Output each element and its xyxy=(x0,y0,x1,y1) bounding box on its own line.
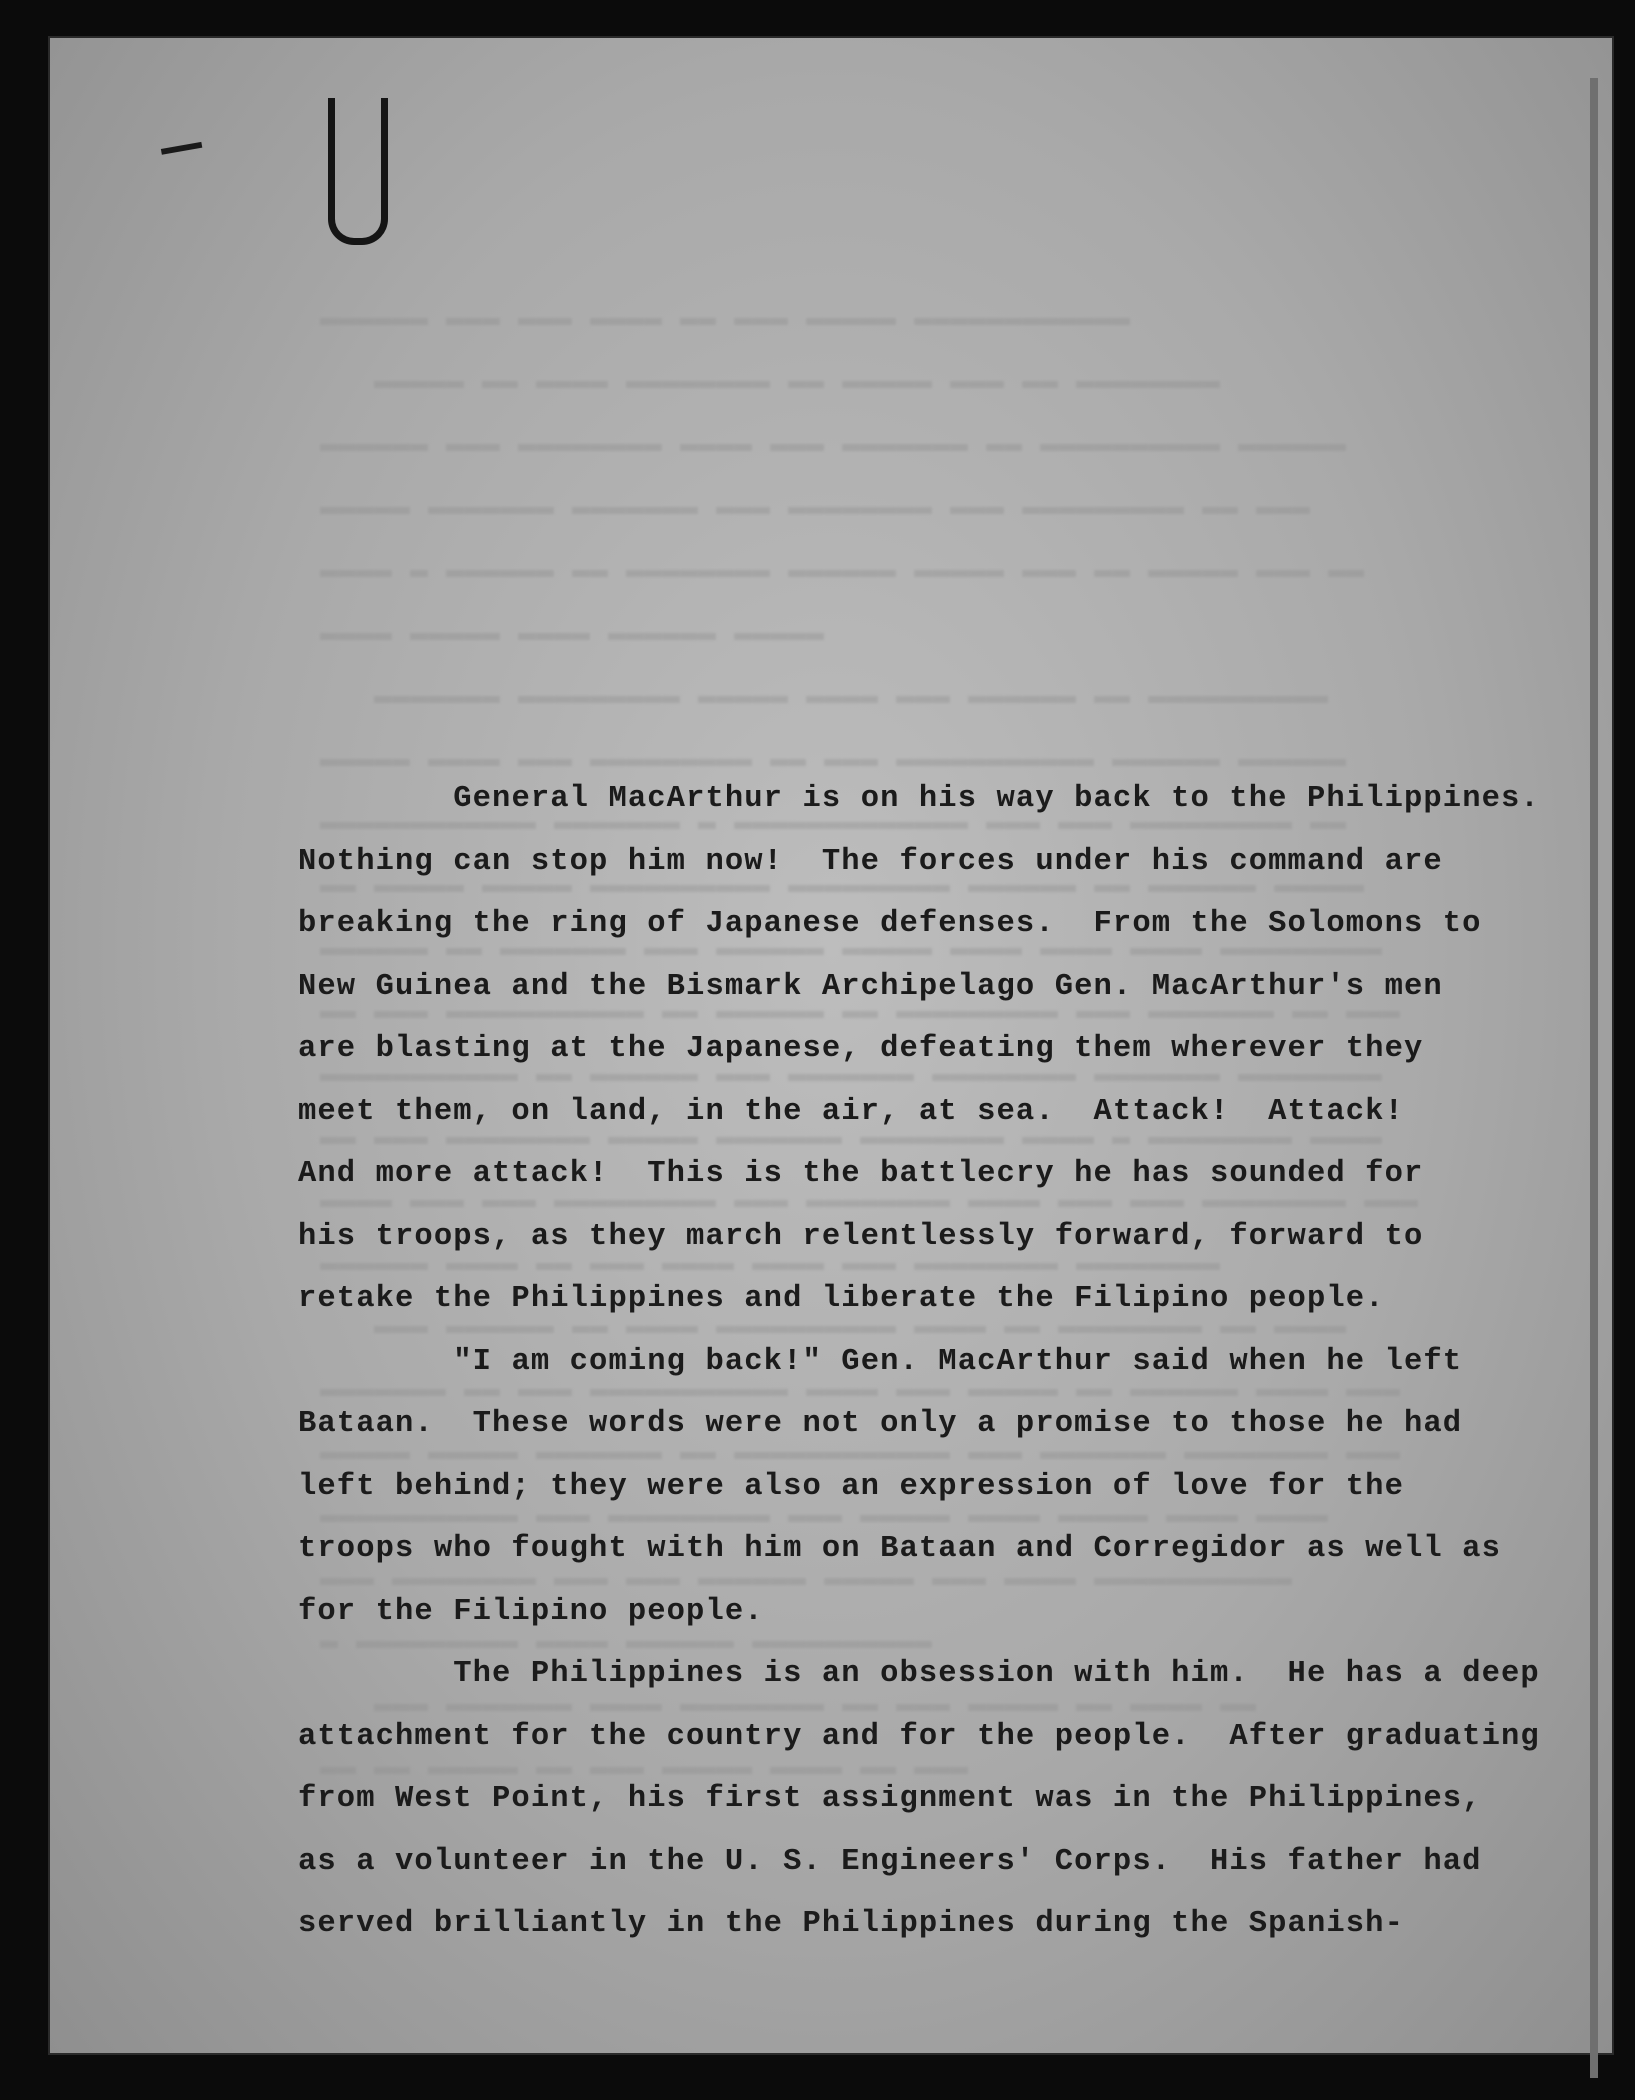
paper-clip-mark xyxy=(328,98,388,245)
pen-dash-mark: — xyxy=(153,114,209,176)
paragraph-2: "I am coming back!" Gen. MacArthur said when he left Bataan. These words were not only a promise to those he had left behind; they were also an expression of love for the troops who fought with him on Bataan and Corregidor as well as for the Filipino people. xyxy=(298,1344,1501,1629)
paragraph-1: General MacArthur is on his way back to the Philippines. Nothing can stop him now! The forces under his command are breaking the ring of Japanese defenses. From the Solomons to New Guinea and the Bismark Archipelago Gen. MacArthur's men are blasting at the Japanese, defeating them wherever they meet them, on land, in the air, at sea. Attack! Attack! And more attack! This is the battlecry he has sounded for his troops, as they march relentlessly forward, forward to retake the Philippines and liberate the Filipino people. xyxy=(298,782,1540,1316)
document-page xyxy=(50,38,1612,2053)
bleed-through-text: ▬▬▬▬▬▬ ▬▬▬ ▬▬▬ ▬▬▬▬ ▬▬ ▬▬▬ ▬▬▬▬▬ ▬▬▬▬▬▬▬▬▬▬▬▬ ▬▬▬▬▬ ▬▬ ▬▬▬▬ ▬▬▬▬▬▬▬▬ ▬▬ ▬▬▬▬▬ ▬▬▬ ▬▬ ▬▬▬▬▬▬▬▬ ▬▬▬▬▬▬ ▬▬▬ ▬▬▬▬▬▬▬▬ ▬▬▬▬ ▬▬▬ ▬▬▬▬▬▬▬ ▬▬ ▬▬▬▬▬▬▬▬▬▬ ▬▬▬▬▬▬ ▬▬▬▬▬ ▬▬▬▬▬▬▬ ▬▬▬▬▬▬▬ ▬▬▬ ▬▬▬▬▬▬▬▬ ▬▬▬ ▬▬▬▬▬▬▬▬▬ ▬▬ ▬▬▬ ▬▬▬▬ ▬ ▬▬▬▬▬▬ ▬▬ ▬▬▬▬▬▬▬▬ ▬▬▬▬▬▬ ▬▬▬▬▬ ▬▬▬ ▬▬ ▬▬▬▬▬ ▬▬▬ ▬▬ ▬▬▬▬ ▬▬▬▬▬ ▬▬▬▬ ▬▬▬▬▬▬ ▬▬▬▬▬ ▬▬▬▬▬▬▬ ▬▬▬▬▬▬▬▬▬ ▬▬▬▬▬ ▬▬▬▬ ▬▬▬ ▬▬▬▬▬▬ ▬▬ ▬▬▬▬▬▬▬▬▬▬ ▬▬▬▬▬ ▬▬▬▬ ▬▬▬ ▬▬▬▬▬▬▬▬▬ ▬▬ ▬▬▬ ▬▬▬▬▬▬▬▬▬▬▬ ▬▬▬▬▬▬ ▬▬▬▬▬▬ ▬▬▬▬▬▬▬▬▬▬▬▬ ▬▬▬▬▬▬▬ ▬ ▬▬▬▬▬▬▬▬▬▬▬▬▬ ▬▬▬ ▬▬▬ ▬▬▬▬▬▬▬▬▬ ▬▬ ▬▬ ▬▬▬▬▬ ▬▬▬▬▬ ▬▬▬▬▬▬▬▬▬▬ ▬▬▬▬▬▬▬▬▬ ▬▬▬▬▬▬ ▬▬ ▬▬▬▬▬▬ ▬▬▬▬▬ ▬▬▬▬▬▬ ▬▬ ▬▬▬▬▬▬▬ ▬▬▬ ▬▬▬▬▬▬ ▬▬▬▬▬ ▬▬▬▬ ▬▬▬▬ ▬▬▬▬ ▬▬▬▬▬▬▬▬▬ ▬▬ ▬▬▬ ▬▬▬▬▬▬▬▬▬▬▬ ▬▬ ▬▬▬▬▬▬ ▬▬ ▬▬▬▬▬▬▬▬▬ ▬▬▬ ▬▬▬▬▬▬▬ ▬▬ ▬▬▬ ▬▬▬▬▬▬▬▬▬▬▬ ▬▬ ▬▬▬▬▬▬ ▬▬▬ ▬▬▬▬▬▬▬ ▬▬▬▬▬▬▬▬ ▬▬▬▬▬▬▬ ▬▬▬▬▬▬▬▬ ▬▬ ▬▬▬ ▬▬▬▬▬▬▬▬ ▬▬▬▬▬ ▬▬▬▬▬▬▬ ▬▬▬▬▬▬▬▬ ▬▬▬▬ ▬ ▬▬▬▬▬▬▬▬ ▬▬▬▬ ▬▬▬▬ ▬▬▬ ▬▬▬ ▬▬▬▬▬▬▬▬▬ ▬▬▬ ▬▬▬▬▬▬▬▬ ▬▬▬▬ ▬▬▬ ▬▬▬ ▬▬▬▬▬▬▬▬ ▬▬▬ ▬▬▬▬▬▬ ▬▬▬▬ ▬▬ ▬▬▬ ▬▬▬▬ ▬▬▬▬ ▬▬▬ ▬▬▬▬▬▬▬▬ ▬▬▬▬▬▬▬▬ ▬▬▬ ▬▬▬▬▬▬ ▬▬ ▬▬▬▬ ▬▬▬▬▬▬▬▬▬▬ ▬▬▬▬ ▬▬ ▬▬▬▬▬▬▬▬ ▬▬ ▬▬▬▬ ▬▬▬▬▬▬▬ ▬▬ ▬▬▬ ▬▬▬▬▬▬▬▬▬▬▬ ▬▬▬▬ ▬▬▬ ▬▬▬▬▬ ▬▬ ▬▬▬▬▬▬ ▬▬▬▬ ▬▬▬ ▬▬▬▬▬ ▬▬▬▬▬ ▬▬▬▬▬▬▬ ▬▬ ▬▬▬▬▬▬▬▬▬▬▬▬ ▬▬▬ ▬▬▬▬▬▬▬ ▬▬▬▬▬▬▬▬ ▬▬▬ ▬▬▬▬▬▬▬▬▬▬▬ ▬▬▬ ▬▬▬▬▬▬▬▬▬ ▬▬▬ ▬▬▬▬▬ ▬▬▬▬ ▬▬▬▬▬ ▬▬▬▬ ▬▬▬▬ ▬▬▬ ▬▬▬▬▬▬▬▬ ▬▬▬ ▬▬▬ ▬▬▬▬▬▬ ▬▬▬▬▬ ▬▬▬ ▬▬▬▬ ▬▬▬▬▬▬▬▬▬▬▬ ▬ ▬▬▬▬▬▬▬▬▬ ▬▬▬▬ ▬▬▬▬▬▬ ▬▬▬▬▬▬▬▬▬▬ ▬▬▬ ▬▬▬▬▬▬▬ ▬▬▬▬ ▬▬▬▬▬▬▬▬ ▬▬ ▬▬▬ ▬▬▬▬▬ ▬▬ ▬▬▬▬ ▬▬ ▬▬ ▬▬ ▬▬▬▬▬ ▬▬ ▬▬▬ ▬▬▬▬▬ ▬▬▬▬ ▬▬ ▬▬▬ xyxy=(320,302,1419,1785)
page-edge xyxy=(1590,78,1598,2078)
document-body xyxy=(298,768,1548,1956)
paragraph-3: The Philippines is an obsession with him. He has a deep attachment for the country and for the people. After graduating from West Point, his first assignment was in the Philippines, as a volunteer in the U. S. Engineers' Corps. His father had served brilliantly in the Philippines during the Spanish- xyxy=(298,1657,1540,1941)
